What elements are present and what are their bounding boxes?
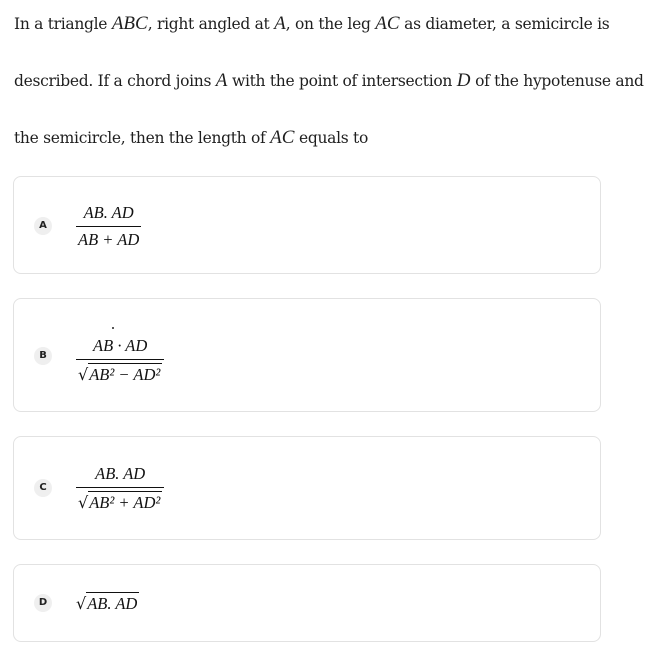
- math-point-a: A: [215, 70, 228, 91]
- question-text: [14, 6, 644, 177]
- numerator: AB. AD: [95, 464, 146, 483]
- option-d-formula: [76, 592, 139, 614]
- question-text-segment: described. If a chord joins: [14, 72, 216, 90]
- math-leg-ac: AC: [375, 13, 400, 34]
- radicand: AB. AD: [87, 594, 138, 613]
- option-d[interactable]: [13, 564, 601, 642]
- option-letter-badge: B: [34, 347, 52, 365]
- option-b[interactable]: [13, 298, 601, 412]
- question-text-segment: In a triangle: [14, 15, 112, 33]
- question-text-segment: , on the leg: [285, 15, 376, 33]
- denominator: [76, 359, 164, 385]
- option-letter-badge: A: [34, 217, 52, 235]
- radicand: AB² − AD²: [89, 365, 161, 384]
- square-root: [78, 491, 162, 513]
- radical-sign: √: [78, 365, 89, 384]
- option-b-formula: [76, 336, 164, 385]
- option-a[interactable]: [13, 176, 601, 274]
- option-letter-badge: D: [34, 594, 52, 612]
- question-text-segment: the semicircle, then the length of: [14, 129, 271, 147]
- math-point-d: D: [456, 70, 471, 91]
- math-leg-ac: AC: [270, 127, 295, 148]
- question-text-segment: as diameter, a semicircle is: [399, 15, 610, 33]
- radicand: AB² + AD²: [89, 493, 161, 512]
- question-text-segment: with the point of intersection: [227, 72, 457, 90]
- option-a-formula: [76, 203, 141, 250]
- question-line-3: [14, 120, 644, 177]
- math-point-a: A: [274, 13, 286, 34]
- option-letter-badge: C: [34, 479, 52, 497]
- fraction: [76, 336, 164, 385]
- math-triangle-abc: ABC: [111, 13, 148, 34]
- square-root: [76, 592, 139, 614]
- square-root: [78, 363, 162, 385]
- numerator: AB. AD: [83, 203, 134, 222]
- question-text-segment: equals to: [294, 129, 369, 147]
- denominator: AB + AD: [76, 226, 141, 250]
- question-line-1: [14, 6, 644, 63]
- fraction: [76, 203, 141, 250]
- fraction: [76, 464, 164, 513]
- question-line-2: [14, 63, 644, 120]
- question-text-segment: , right angled at: [147, 15, 275, 33]
- denominator: [76, 487, 164, 513]
- stray-dot-mark: [112, 327, 114, 329]
- option-c[interactable]: [13, 436, 601, 540]
- question-text-segment: of the hypotenuse and: [470, 72, 644, 90]
- option-c-formula: [76, 464, 164, 513]
- radical-sign: √: [76, 594, 87, 613]
- radical-sign: √: [78, 493, 89, 512]
- numerator: AB · AD: [93, 336, 148, 355]
